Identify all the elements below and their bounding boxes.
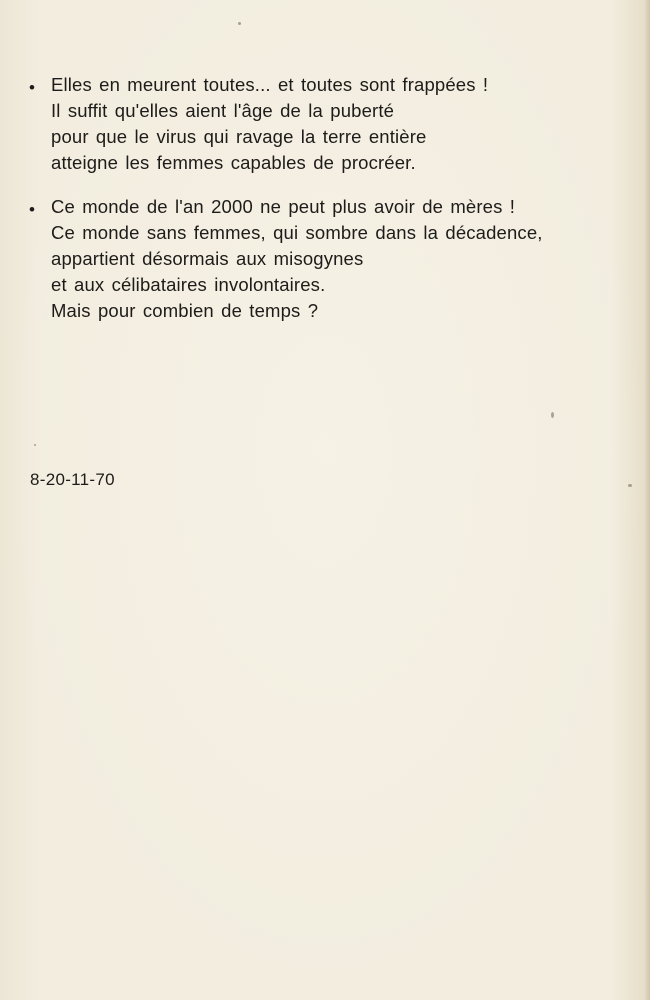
bullet-point: • [29, 200, 35, 219]
blurb-line: Il suffit qu'elles aient l'âge de la puberté [51, 100, 395, 121]
catalog-code: 8-20-11-70 [30, 470, 115, 489]
blurb-line: Mais pour combien de temps ? [51, 300, 319, 321]
blurb-line: Elles en meurent toutes... et toutes sont frappées ! [51, 74, 489, 95]
blurb-line: pour que le virus qui ravage la terre entière [51, 126, 427, 147]
blurb-line: Ce monde de l'an 2000 ne peut plus avoir de mères ! [51, 196, 516, 217]
blurb-line: et aux célibataires involontaires. [51, 274, 326, 295]
paper-speck [628, 484, 632, 487]
paper-speck [238, 22, 241, 25]
bullet-point: • [29, 78, 35, 97]
blurb-line: appartient désormais aux misogynes [51, 248, 364, 269]
blurb-line: Ce monde sans femmes, qui sombre dans la décadence, [51, 222, 543, 243]
blurb-line: atteigne les femmes capables de procréer. [51, 152, 416, 173]
paper-speck [34, 444, 36, 446]
paper-speck [551, 412, 554, 418]
page-edge-shadow [644, 0, 650, 1000]
